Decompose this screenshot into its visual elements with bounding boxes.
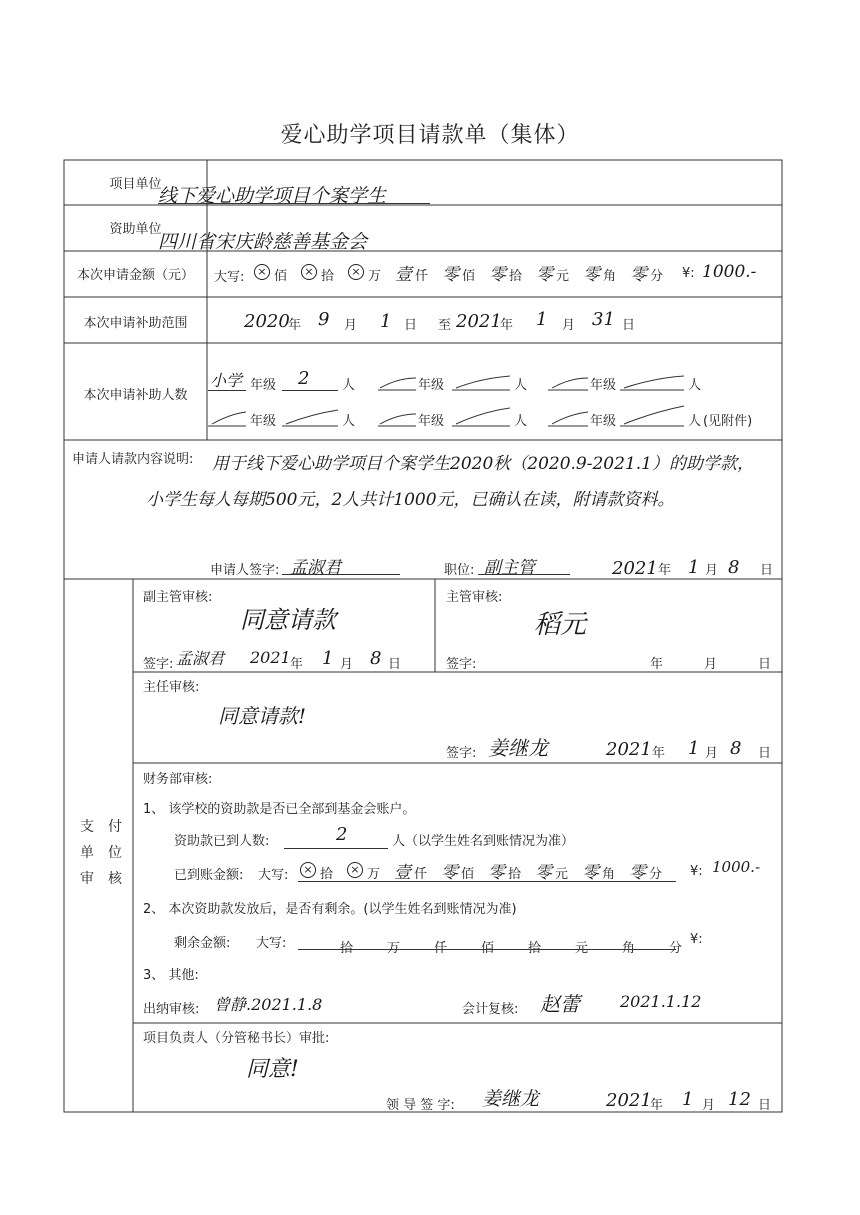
amount-label: 本次申请金额（元）	[76, 268, 194, 283]
arrived-people-value: 2	[336, 824, 348, 845]
approval-date-year: 2021	[606, 1090, 652, 1111]
amount-unit: 万	[367, 867, 381, 882]
period-year-1: 年	[288, 318, 302, 333]
support-unit-char: 付	[108, 819, 122, 835]
amount-unit: 分	[650, 269, 664, 284]
amount-digit: 壹	[395, 265, 412, 285]
approval-date-day: 12	[728, 1089, 751, 1110]
deputy-date-year: 2021	[250, 648, 291, 667]
deputy-review-opinion: 同意请款	[240, 606, 336, 634]
amount-unit: 角	[602, 867, 616, 882]
amount-yen-value: 1000.-	[702, 262, 757, 282]
director-review-opinion: 同意请款!	[218, 704, 307, 728]
amount-unit: 拾	[528, 941, 542, 956]
deputy-month-label: 月	[340, 657, 354, 672]
people-grade-3: 年级	[590, 378, 617, 393]
project-unit-label: 项目单位	[109, 177, 162, 192]
crossed-digit-icon: ×	[254, 264, 270, 280]
period-month-1: 月	[344, 318, 358, 333]
approval-year-label: 年	[650, 1098, 664, 1113]
amount-unit: 拾	[508, 867, 522, 882]
period-day-2: 日	[622, 318, 636, 333]
amount-unit: 万	[368, 269, 382, 284]
arrived-amount-label: 已到账金额:	[174, 868, 244, 883]
applicant-sign-label: 申请人签字:	[210, 563, 280, 578]
director-month-label: 月	[705, 746, 719, 761]
manager-month-label: 月	[704, 657, 718, 672]
people-ren-1: 人	[342, 378, 356, 393]
approval-day-label: 日	[758, 1098, 772, 1113]
amount-unit: 角	[603, 269, 617, 284]
accountant-label: 会计复核:	[462, 1002, 519, 1017]
deputy-signature: 孟淑君	[176, 649, 225, 668]
people-attachment: (见附件)	[703, 414, 753, 429]
cashier-signature: 曾静.2021.1.8	[214, 995, 323, 1014]
people-ren-4: 人	[342, 414, 356, 429]
crossed-digit-icon: ×	[348, 264, 364, 280]
applicant-date-year: 2021	[612, 558, 658, 579]
applicant-sign-underline	[282, 574, 400, 575]
arrived-people-note: 人（以学生姓名到账情况为准）	[392, 834, 575, 849]
amount-digit: 零	[488, 863, 505, 883]
amount-unit: 拾	[509, 269, 523, 284]
amount-unit: 拾	[321, 269, 335, 284]
people-grade-1: 年级	[250, 378, 277, 393]
amount-digit: 零	[583, 265, 600, 285]
applicant-date-day: 8	[728, 557, 740, 578]
amount-unit: 佰	[274, 269, 288, 284]
people-ren-2: 人	[514, 378, 528, 393]
deputy-date-day: 8	[370, 648, 382, 669]
arrived-daxie: 大写:	[258, 868, 289, 883]
manager-review-opinion: 稻元	[534, 610, 587, 640]
approval-month-label: 月	[702, 1098, 716, 1113]
period-month-2: 月	[562, 318, 576, 333]
arrived-people-underline	[284, 848, 388, 849]
period-start-year: 2020	[244, 311, 290, 332]
amount-unit: 元	[556, 269, 570, 284]
applicant-signature: 孟淑君	[290, 558, 341, 578]
manager-sign-label: 签字:	[446, 657, 477, 672]
amount-daxie: 大写:	[214, 270, 245, 285]
period-year-2: 年	[500, 318, 514, 333]
amount-digit: 零	[630, 265, 647, 285]
period-day-1: 日	[404, 318, 418, 333]
director-date-year: 2021	[606, 739, 652, 760]
arrived-people-label: 资助款已到人数:	[174, 834, 270, 849]
position-label: 职位:	[444, 563, 475, 578]
people-grade-2: 年级	[418, 378, 445, 393]
remain-amount-underline	[298, 949, 676, 950]
support-unit-label-col2	[108, 814, 128, 892]
content-label: 申请人请款内容说明:	[72, 452, 194, 467]
amount-digit: 零	[489, 265, 506, 285]
form-title: 爱心助学项目请款单（集体）	[280, 123, 580, 148]
people-ren-6: 人	[688, 414, 702, 429]
finance-q1: 1、 该学校的资助款是否已全部到基金会账户。	[143, 802, 416, 817]
remain-yen: ¥:	[690, 932, 703, 947]
applicant-month-label: 月	[705, 563, 719, 578]
amount-unit: 佰	[462, 269, 476, 284]
amount-unit: 角	[622, 941, 636, 956]
people-school: 小学	[210, 371, 243, 390]
amount-unit: 仟	[414, 867, 428, 882]
amount-digit: 零	[629, 863, 646, 883]
amount-digit: 壹	[394, 863, 411, 883]
position-underline	[478, 574, 570, 575]
people-grade-6: 年级	[590, 414, 617, 429]
director-date-month: 1	[688, 738, 700, 759]
funding-unit-label: 资助单位	[109, 222, 162, 237]
people-label: 本次申请补助人数	[83, 388, 188, 403]
arrived-yen: ¥:	[690, 864, 703, 879]
applicant-year-label: 年	[658, 563, 672, 578]
director-sign-label: 签字:	[446, 746, 477, 761]
support-unit-char: 位	[108, 845, 122, 861]
period-end-year: 2021	[456, 311, 502, 332]
period-to: 至	[438, 318, 452, 333]
accountant-date: 2021.1.12	[620, 992, 702, 1011]
arrived-yen-value: 1000.-	[712, 858, 761, 876]
people-count: 2	[298, 368, 310, 389]
director-date-day: 8	[730, 738, 742, 759]
approval-date-month: 1	[682, 1089, 694, 1110]
amount-digit: 零	[536, 265, 553, 285]
period-label: 本次申请补助范围	[83, 316, 188, 331]
amount-unit: 元	[555, 867, 569, 882]
amount-unit: 分	[649, 867, 663, 882]
director-review-label: 主任审核:	[143, 680, 200, 695]
period-start-day: 1	[380, 311, 392, 332]
support-unit-char: 支	[80, 819, 94, 835]
support-unit-char: 核	[108, 871, 122, 887]
project-unit-value: 线下爱心助学项目个案学生	[158, 185, 387, 207]
applicant-date-month: 1	[688, 557, 700, 578]
content-line1: 用于线下爱心助学项目个案学生2020秋（2020.9-2021.1）的助学款，	[212, 454, 754, 474]
amount-unit: 拾	[320, 867, 334, 882]
amount-unit: 拾	[340, 941, 354, 956]
people-ren-5: 人	[514, 414, 528, 429]
leader-signature: 姜继龙	[482, 1088, 540, 1110]
director-year-label: 年	[652, 746, 666, 761]
people-grade-4: 年级	[250, 414, 277, 429]
accountant-signature: 赵蕾	[540, 992, 580, 1016]
period-end-day: 31	[592, 309, 615, 330]
deputy-year-label: 年	[290, 657, 304, 672]
crossed-digit-icon: ×	[347, 862, 363, 878]
arrived-amount-underline	[298, 881, 676, 882]
amount-unit: 佰	[461, 867, 475, 882]
remain-label: 剩余金额:	[174, 936, 231, 951]
manager-year-label: 年	[650, 657, 664, 672]
remain-daxie: 大写:	[256, 936, 287, 951]
crossed-digit-icon: ×	[300, 862, 316, 878]
amount-yen: ¥:	[682, 266, 695, 281]
amount-digit: 零	[441, 863, 458, 883]
approval-opinion: 同意!	[246, 1057, 299, 1082]
applicant-day-label: 日	[760, 563, 774, 578]
deputy-sign-label: 签字:	[143, 657, 174, 672]
amount-unit: 佰	[481, 941, 495, 956]
finance-q3: 3、 其他:	[143, 968, 199, 983]
position-value: 副主管	[484, 558, 535, 578]
deputy-day-label: 日	[388, 657, 402, 672]
people-ren-3: 人	[688, 378, 702, 393]
content-line2: 小学生每人每期500元，2人共计1000元，已确认在读，附请款资料。	[146, 490, 675, 510]
approval-label: 项目负责人（分管秘书长）审批:	[143, 1031, 330, 1046]
people-grade-5: 年级	[418, 414, 445, 429]
amount-unit: 仟	[415, 269, 429, 284]
director-day-label: 日	[758, 746, 772, 761]
amount-unit: 分	[669, 941, 683, 956]
finance-label: 财务部审核:	[143, 772, 213, 787]
deputy-review-label: 副主管审核:	[143, 590, 213, 605]
finance-q2: 2、 本次资助款发放后，是否有剩余。(以学生姓名到账情况为准)	[143, 902, 517, 917]
amount-digit: 零	[582, 863, 599, 883]
manager-day-label: 日	[758, 657, 772, 672]
amount-unit: 万	[387, 941, 401, 956]
funding-unit-value: 四川省宋庆龄慈善基金会	[158, 231, 368, 253]
deputy-date-month: 1	[322, 648, 334, 669]
period-end-month: 1	[536, 309, 548, 330]
amount-unit: 仟	[434, 941, 448, 956]
support-unit-label-col1	[80, 814, 100, 892]
amount-digit: 零	[535, 863, 552, 883]
period-start-month: 9	[318, 309, 330, 330]
cashier-label: 出纳审核:	[143, 1002, 200, 1017]
leader-sign-label: 领 导 签 字:	[386, 1098, 455, 1113]
support-unit-char: 审	[80, 871, 94, 887]
manager-review-label: 主管审核:	[446, 590, 503, 605]
amount-digit: 零	[442, 265, 459, 285]
amount-unit: 元	[575, 941, 589, 956]
support-unit-char: 单	[80, 845, 94, 861]
crossed-digit-icon: ×	[301, 264, 317, 280]
director-signature: 姜继龙	[488, 736, 548, 760]
